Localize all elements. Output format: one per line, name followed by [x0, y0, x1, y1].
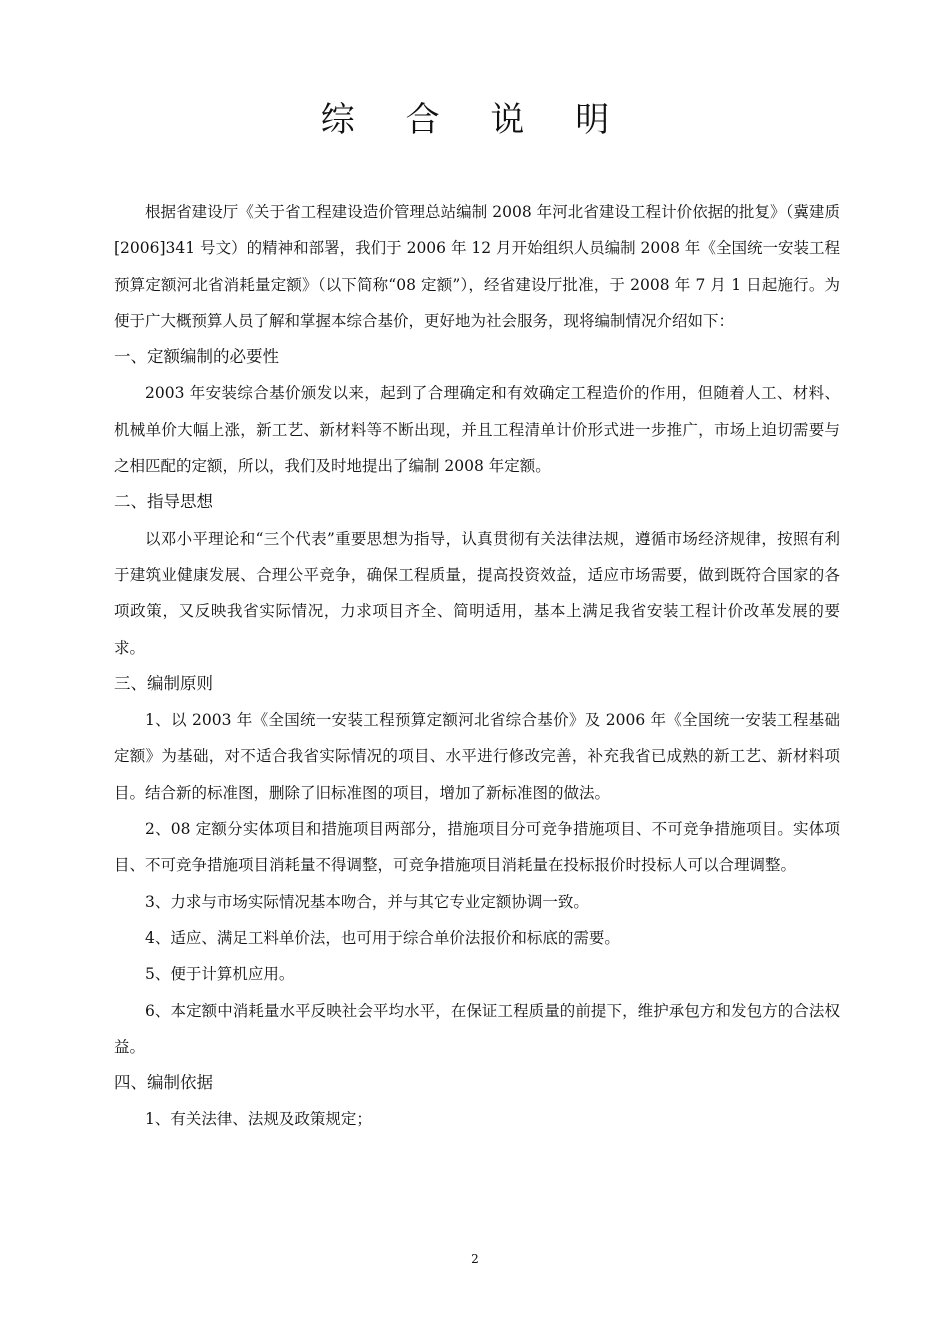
section-2-paragraph: 以邓小平理论和“三个代表”重要思想为指导，认真贯彻有关法律法规，遵循市场经济规律，按照有利于建筑业健康发展、合理公平竞争，确保工程质量，提高投资效益，适应市场需要，做到既符合国家的各项政策，又反映我省实际情况，力求项目齐全、简明适用，基本上满足我省安装工程计价改革发展的要求。: [114, 529, 840, 657]
principle-item-1: 1、以 2003 年《全国统一安装工程预算定额河北省综合基价》及 2006 年《全国统一安装工程基础定额》为基础，对不适合我省实际情况的项目、水平进行修改完善，补充我省已成熟的新工艺、新材料项目。结合新的标准图，删除了旧标准图的项目，增加了新标准图的做法。: [114, 711, 840, 802]
principle-item-6: 6、本定额中消耗量水平反映社会平均水平，在保证工程质量的前提下，维护承包方和发包方的合法权益。: [114, 1001, 840, 1056]
page-number: 2: [471, 1252, 479, 1266]
page-title: 综 合 说 明: [320, 100, 630, 140]
section-3-heading: 三、编制原则: [114, 673, 213, 693]
principle-item-2: 2、08 定额分实体项目和措施项目两部分，措施项目分可竞争措施项目、不可竞争措施项目。实体项目、不可竞争措施项目消耗量不得调整，可竞争措施项目消耗量在投标报价时投标人可以合理调整。: [114, 820, 840, 875]
section-1-paragraph: 2003 年安装综合基价颁发以来，起到了合理确定和有效确定工程造价的作用，但随着人工、材料、机械单价大幅上涨，新工艺、新材料等不断出现，并且工程清单计价形式进一步推广，市场上迫切需要与之相匹配的定额，所以，我们及时地提出了编制 2008 年定额。: [114, 384, 840, 476]
section-1-heading: 一、定额编制的必要性: [114, 347, 279, 367]
section-4-heading: 四、编制依据: [114, 1073, 213, 1093]
principle-item-5: 5、便于计算机应用。: [145, 965, 295, 984]
principle-item-3: 3、力求与市场实际情况基本吻合，并与其它专业定额协调一致。: [145, 892, 589, 911]
intro-paragraph: 根据省建设厅《关于省工程建设造价管理总站编制 2008 年河北省建设工程计价依据的批复》（冀建质[2006]341 号文）的精神和部署，我们于 2006 年 12 月开始组织人员编制 2008 年《全国统一安装工程预算定额河北省消耗量定额》（以下简称“08 定额”），经省建设厅批准，于 2008 年 7 月 1 日起施行。为便于广大概预算人员了解和掌握本综合基价，更好地为社会服务，现将编制情况介绍如下：: [114, 203, 840, 330]
section-2-heading: 二、指导思想: [114, 492, 213, 512]
basis-item-1: 1、有关法律、法规及政策规定；: [145, 1110, 372, 1129]
document-body: [114, 194, 840, 1138]
principle-item-4: 4、适应、满足工料单价法，也可用于综合单价法报价和标底的需要。: [145, 928, 620, 947]
